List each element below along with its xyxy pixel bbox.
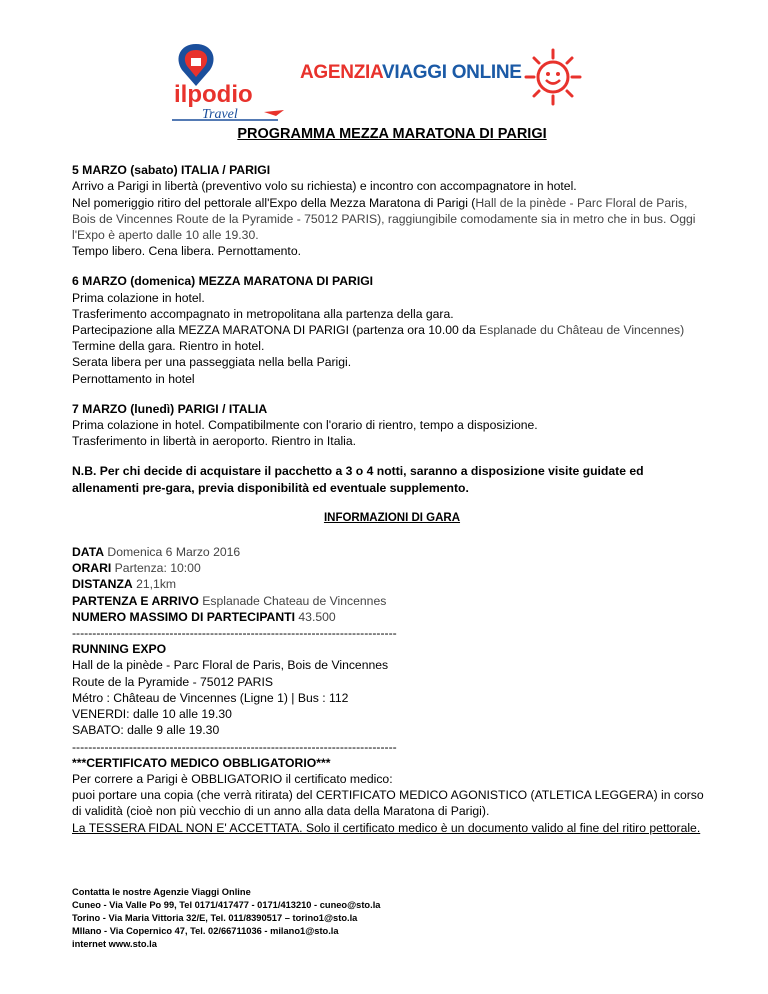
day1-line2a: Nel pomeriggio ritiro del pettorale all'Expo della Mezza Maratona di Parigi ( bbox=[72, 195, 476, 210]
day1-line1: Arrivo a Parigi in libertà (preventivo volo su richiesta) e incontro con accompagnatore in hotel. bbox=[72, 179, 577, 194]
day2-line6: Pernottamento in hotel bbox=[72, 371, 195, 386]
expo-heading: RUNNING EXPO bbox=[72, 642, 167, 657]
info-distanza: DISTANZA 21,1km bbox=[72, 577, 177, 592]
day2-line3b: Esplanade du Château de Vincennes) bbox=[479, 323, 685, 338]
expo-line4: VENERDI: dalle 10 alle 19.30 bbox=[72, 707, 232, 722]
certificato-line3: La TESSERA FIDAL NON E' ACCETTATA. Solo il certificato medico è un documento valido al fine del ritiro pettorale. bbox=[72, 820, 701, 835]
separator-2: -------------------------------------------------------------------------------- bbox=[72, 739, 397, 754]
viaggi-online-word: VIAGGI ONLINE bbox=[382, 62, 522, 83]
footer-line4: MIlano - Via Copernico 47, Tel. 02/66711036 - milano1@sto.la bbox=[72, 926, 339, 936]
footer-line5: internet www.sto.la bbox=[72, 939, 157, 949]
day3-heading: 7 MARZO (lunedì) PARIGI / ITALIA bbox=[72, 401, 268, 416]
info-numero: NUMERO MASSIMO DI PARTECIPANTI 43.500 bbox=[72, 609, 336, 624]
certificato-line1: Per correre a Parigi è OBBLIGATORIO il certificato medico: bbox=[72, 771, 393, 786]
day1-line2b: Hall de la pinède - Parc Floral de Paris, Bois de Vincennes Route de la Pyramide - 75012 PARIS), raggiungibile comodamente sia in metro che in bus. Oggi l'Expo è aperto dalle 10 alle 19.30. bbox=[72, 195, 696, 243]
day2-line2: Trasferimento accompagnato in metropolitana alla partenza della gara. bbox=[72, 306, 454, 321]
expo-line1: Hall de la pinède - Parc Floral de Paris, Bois de Vincennes bbox=[72, 658, 389, 673]
day1-line3: Tempo libero. Cena libera. Pernottamento. bbox=[72, 244, 301, 259]
day3-line2: Trasferimento in libertà in aeroporto. Rientro in Italia. bbox=[72, 434, 357, 449]
certificato-line2: puoi portare una copia (che verrà ritirata) del CERTIFICATO MEDICO AGONISTICO (ATLETICA LEGGERA) in corso di validità (cioè non più vecchio di un anno alla data della Maratona di Parigi). bbox=[72, 788, 704, 819]
footer-contacts bbox=[72, 886, 632, 951]
footer-line3: Torino - Via Maria Vittoria 32/E, Tel. 011/8390517 – torino1@sto.la bbox=[72, 913, 358, 923]
day2-line3 bbox=[72, 322, 712, 338]
footer-line2: Cuneo - Via Valle Po 99, Tel 0171/417477 - 0171/413210 - cuneo@sto.la bbox=[72, 900, 381, 910]
note: N.B. Per chi decide di acquistare il pacchetto a 3 o 4 notti, saranno a disposizione visite guidate ed allenamenti pre-gara, previa disponibilità ed eventuale supplemento. bbox=[72, 464, 644, 495]
info-title: INFORMAZIONI DI GARA bbox=[323, 511, 461, 524]
info-data: DATA Domenica 6 Marzo 2016 bbox=[72, 545, 241, 560]
expo-line2: Route de la Pyramide - 75012 PARIS bbox=[72, 674, 273, 689]
day2-heading: 6 MARZO (domenica) MEZZA MARATONA DI PARIGI bbox=[72, 274, 374, 289]
smiling-sun-icon bbox=[524, 48, 582, 106]
footer-line1: Contatta le nostre Agenzie Viaggi Online bbox=[72, 887, 251, 897]
day1-heading: 5 MARZO (sabato) ITALIA / PARIGI bbox=[72, 163, 271, 178]
day2-line4: Termine della gara. Rientro in hotel. bbox=[72, 339, 265, 354]
day2-line5: Serata libera per una passeggiata nella bella Parigi. bbox=[72, 355, 352, 370]
certificato-heading: ***CERTIFICATO MEDICO OBBLIGATORIO*** bbox=[72, 755, 331, 770]
info-partenza: PARTENZA E ARRIVO Esplanade Chateau de Vincennes bbox=[72, 593, 387, 608]
svg-text:ilpodio: ilpodio bbox=[174, 81, 253, 108]
page-title: PROGRAMMA MEZZA MARATONA DI PARIGI bbox=[237, 126, 547, 142]
info-orari: ORARI Partenza: 10:00 bbox=[72, 561, 201, 576]
agenzia-word: AGENZIA bbox=[300, 62, 382, 83]
expo-line3: Métro : Château de Vincennes (Ligne 1) | Bus : 112 bbox=[72, 690, 349, 705]
agenzia-viaggi-online-logo bbox=[300, 62, 522, 84]
separator-1: -------------------------------------------------------------------------------- bbox=[72, 626, 397, 641]
svg-text:Travel: Travel bbox=[202, 107, 238, 122]
expo-line5: SABATO: dalle 9 alle 19.30 bbox=[72, 723, 220, 738]
day2-line3a: Partecipazione alla MEZZA MARATONA DI PARIGI (partenza ora 10.00 da bbox=[72, 323, 480, 338]
document-body bbox=[72, 120, 712, 836]
day3-line1: Prima colazione in hotel. Compatibilmente con l'orario di rientro, tempo a disposizione. bbox=[72, 418, 538, 433]
day1-line2 bbox=[72, 195, 712, 244]
ilpodio-travel-logo bbox=[168, 40, 288, 122]
day2-line1: Prima colazione in hotel. bbox=[72, 290, 205, 305]
